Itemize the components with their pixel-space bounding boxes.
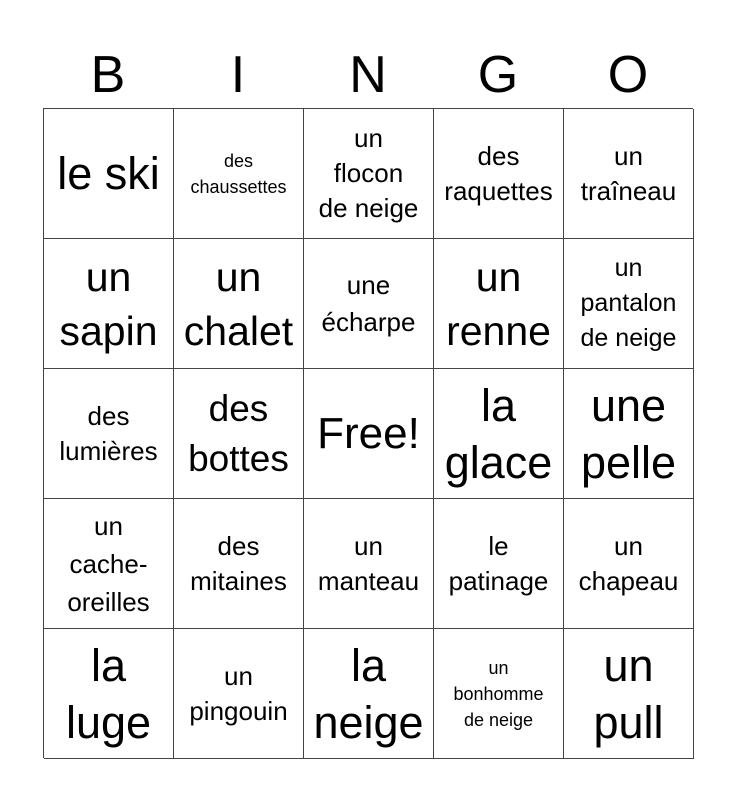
bingo-cell[interactable] bbox=[564, 499, 694, 629]
cell-text: un cache- oreilles bbox=[67, 510, 150, 617]
bingo-cell[interactable] bbox=[564, 629, 694, 759]
bingo-cell[interactable] bbox=[44, 239, 174, 369]
cell-text: un flocon de neige bbox=[318, 123, 419, 223]
bingo-cell[interactable] bbox=[564, 239, 694, 369]
bingo-cell[interactable] bbox=[174, 499, 304, 629]
cell-text: la glace bbox=[444, 379, 553, 488]
bingo-cell[interactable] bbox=[564, 369, 694, 499]
cell-text: un manteau bbox=[317, 530, 420, 596]
cell-text: une pelle bbox=[580, 379, 677, 488]
cell-text: un chalet bbox=[183, 253, 294, 354]
cell-text: le ski bbox=[57, 148, 160, 199]
cell-text: la neige bbox=[313, 639, 424, 748]
cell-text: des chaussettes bbox=[190, 150, 287, 197]
bingo-cell[interactable] bbox=[174, 109, 304, 239]
cell-text: une écharpe bbox=[321, 269, 416, 337]
bingo-header bbox=[43, 42, 693, 108]
bingo-cell[interactable] bbox=[44, 109, 174, 239]
bingo-cell[interactable] bbox=[434, 239, 564, 369]
bingo-cell[interactable] bbox=[174, 239, 304, 369]
cell-text: un chapeau bbox=[578, 530, 679, 596]
bingo-cell[interactable] bbox=[434, 499, 564, 629]
cell-text: un bonhomme de neige bbox=[453, 657, 544, 730]
bingo-cell[interactable] bbox=[434, 629, 564, 759]
cell-text: des lumières bbox=[59, 400, 158, 466]
cell-text: un traîneau bbox=[580, 140, 677, 206]
bingo-cell[interactable] bbox=[44, 629, 174, 759]
bingo-cell[interactable] bbox=[44, 369, 174, 499]
bingo-cell[interactable] bbox=[564, 109, 694, 239]
header-letter-b: B bbox=[90, 46, 126, 104]
cell-text: un renne bbox=[446, 253, 551, 354]
cell-text: un pantalon de neige bbox=[580, 254, 677, 352]
cell-text: un sapin bbox=[59, 253, 158, 354]
cell-text: des mitaines bbox=[190, 530, 287, 596]
bingo-card-grid bbox=[43, 108, 693, 758]
cell-text: le patinage bbox=[448, 530, 549, 596]
bingo-cell[interactable] bbox=[174, 369, 304, 499]
header-letter-g: G bbox=[477, 46, 519, 104]
bingo-cell[interactable] bbox=[304, 629, 434, 759]
cell-text: la luge bbox=[65, 639, 152, 748]
header-letter-n: N bbox=[349, 46, 387, 104]
header-letter-i: I bbox=[230, 46, 246, 104]
cell-text: un pull bbox=[593, 639, 664, 748]
bingo-cell[interactable] bbox=[174, 629, 304, 759]
header-letter-o: O bbox=[607, 46, 649, 104]
bingo-cell[interactable] bbox=[44, 499, 174, 629]
bingo-cell[interactable] bbox=[304, 109, 434, 239]
cell-text: un pingouin bbox=[189, 660, 288, 726]
bingo-cell[interactable] bbox=[304, 499, 434, 629]
cell-text: des raquettes bbox=[444, 140, 553, 206]
bingo-cell[interactable] bbox=[434, 109, 564, 239]
free-space-label: Free! bbox=[317, 408, 420, 458]
free-space-cell[interactable] bbox=[304, 369, 434, 499]
bingo-cell[interactable] bbox=[434, 369, 564, 499]
cell-text: des bottes bbox=[188, 387, 289, 479]
bingo-cell[interactable] bbox=[304, 239, 434, 369]
